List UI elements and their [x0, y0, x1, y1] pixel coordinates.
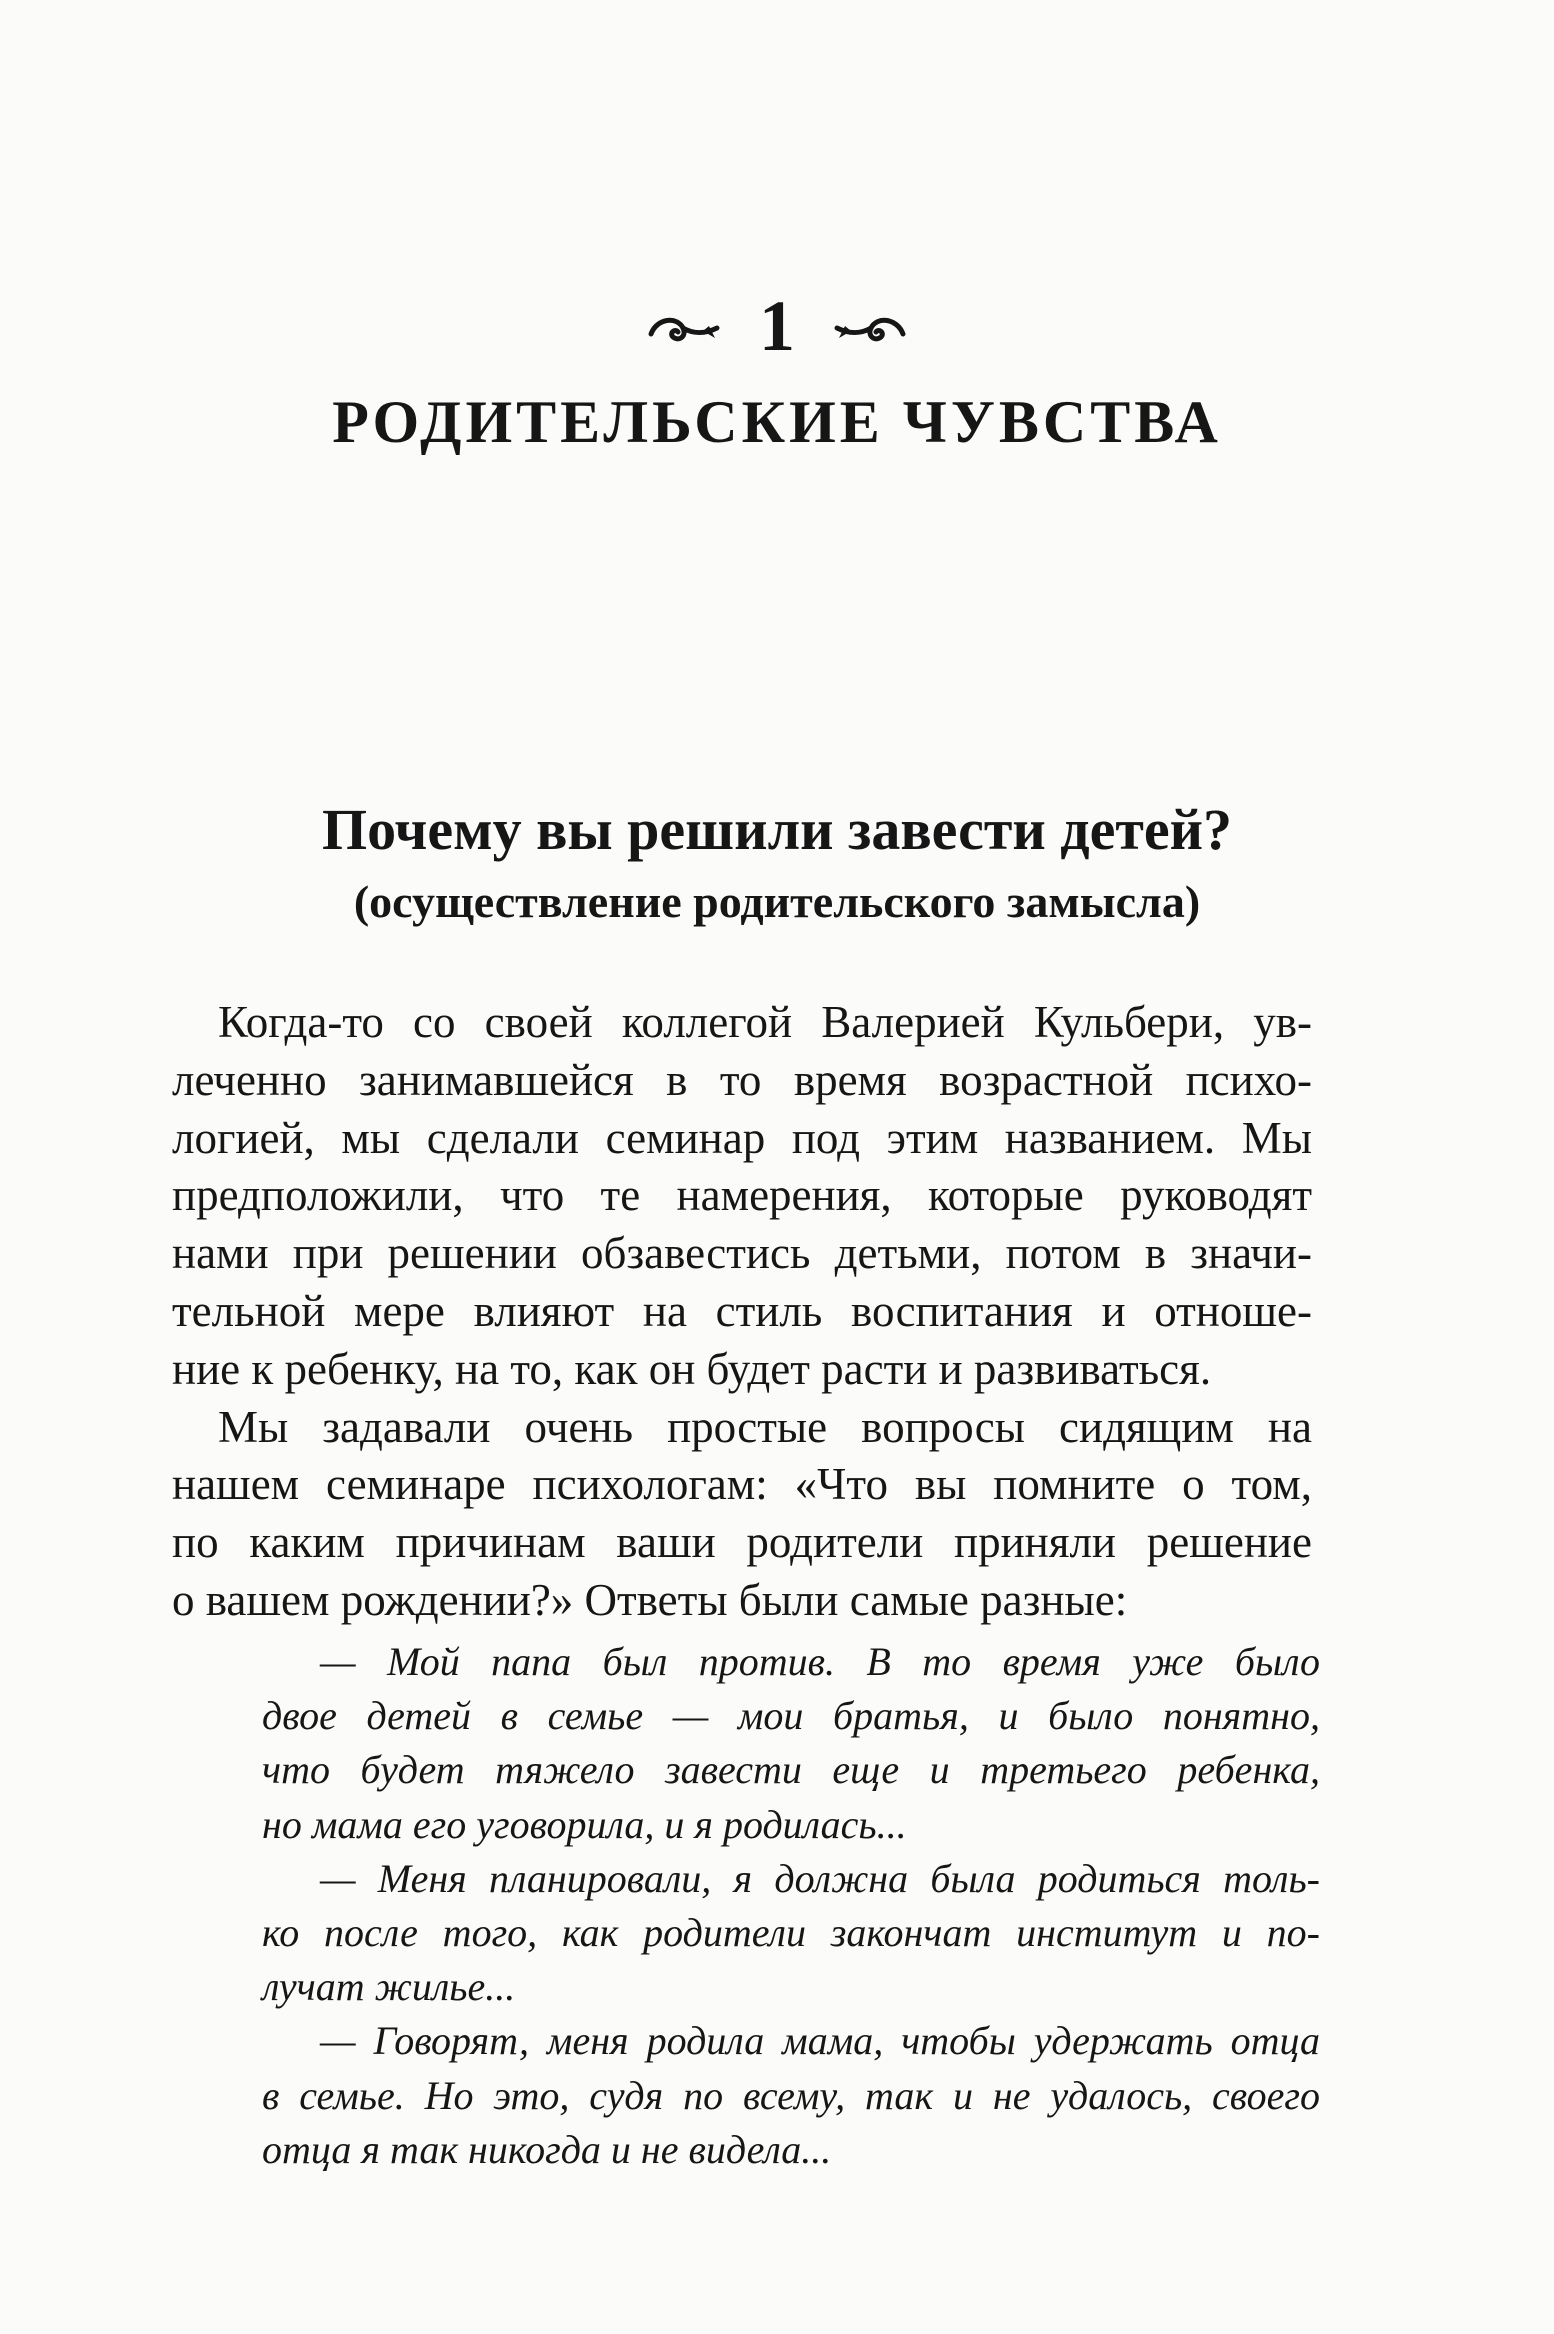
chapter-title: РОДИТЕЛЬСКИЕ ЧУВСТВА	[332, 389, 1222, 455]
body-line: по каким причинам ваши родители приняли решение	[172, 1517, 1312, 1568]
body-line: ние к ребенку, на то, как он будет расти и развиваться.	[172, 1343, 1212, 1394]
quote-line: лучат жилье...	[262, 1964, 516, 2010]
chapter-heading	[0, 286, 1554, 366]
body-line: логией, мы сделали семинар под этим названием. Мы	[172, 1112, 1312, 1163]
quote-line: отца я так никогда и не видела...	[262, 2126, 832, 2172]
quote-line: — Говорят, меня родила мама, чтобы удержать отца	[320, 2018, 1320, 2064]
section-title: Почему вы решили завести детей?	[322, 797, 1232, 862]
left-flourish-icon	[643, 304, 721, 348]
body-line: предположили, что те намерения, которые руководят	[172, 1170, 1312, 1221]
body-line: о вашем рождении?» Ответы были самые разные:	[172, 1574, 1128, 1625]
quote-line: — Мой папа был против. В то время уже было	[320, 1639, 1320, 1684]
quote-line: что будет тяжело завести еще и третьего ребенка,	[262, 1747, 1320, 1793]
quote-line: в семье. Но это, судя по всему, так и не удалось, своего	[262, 2072, 1320, 2118]
right-flourish-icon	[833, 304, 911, 348]
quote-line: двое детей в семье — мои братья, и было понятно,	[262, 1693, 1320, 1739]
body-line: Мы задавали очень простые вопросы сидящим на	[218, 1401, 1312, 1452]
quote-line: но мама его уговорила, и я родилась...	[262, 1801, 907, 1847]
quote-line: — Меня планировали, я должна была родиться толь-	[320, 1855, 1320, 1901]
body-line: Когда-то со своей коллегой Валерией Кульбери, ув-	[218, 997, 1312, 1047]
quoted-answers	[262, 1635, 1320, 2177]
body-line: нашем семинаре психологам: «Что вы помните о том,	[172, 1459, 1312, 1510]
quote-line: ко после того, как родители закончат институт и по-	[262, 1909, 1320, 1955]
body-line: нами при решении обзавестись детьми, потом в значи-	[172, 1228, 1312, 1279]
body-line: тельной мере влияют на стиль воспитания и отноше-	[172, 1285, 1312, 1336]
section-subtitle: (осуществление родительского замысла)	[353, 876, 1201, 927]
body-line: леченно занимавшейся в то время возрастной психо-	[172, 1054, 1312, 1105]
body-text	[172, 994, 1312, 1630]
chapter-number: 1	[759, 286, 795, 366]
